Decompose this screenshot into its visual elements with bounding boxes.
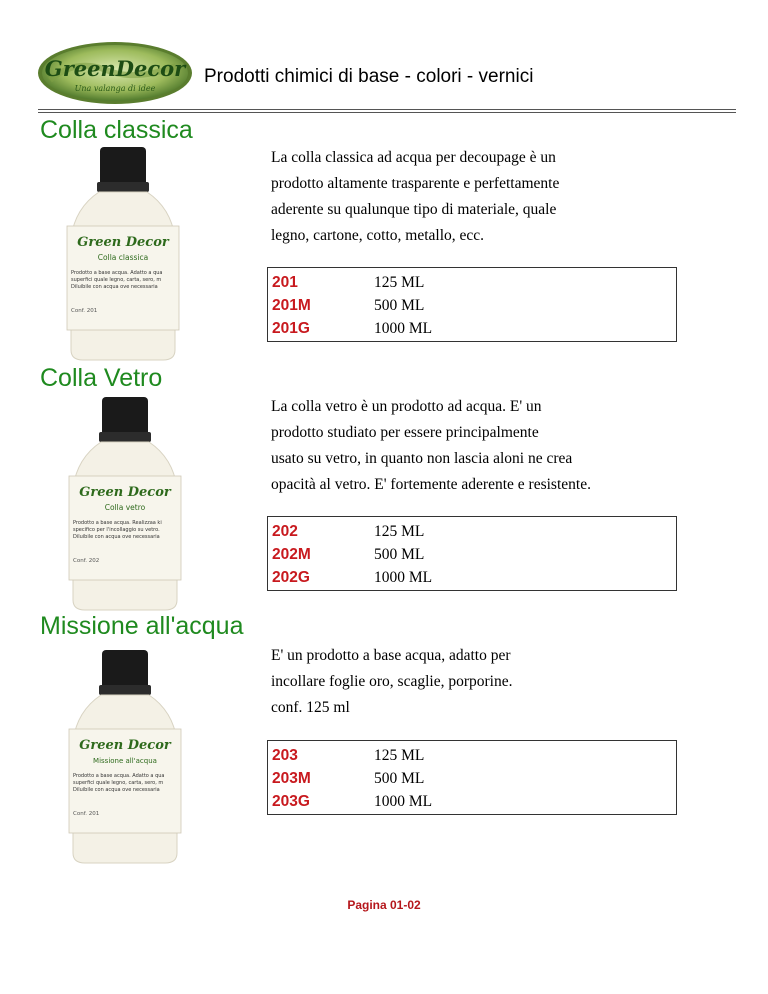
- description-line: E' un prodotto a base acqua, adatto per: [271, 647, 511, 664]
- label-text-line: Prodotto a base acqua. Adatto a qua: [71, 270, 163, 276]
- product-size: 500 ML: [374, 545, 425, 563]
- label-product: Colla classica: [97, 253, 149, 262]
- table-row: [268, 317, 676, 340]
- product-image-colla-classica: [53, 142, 193, 372]
- table-row: [268, 520, 676, 543]
- label-conf: Conf. 201: [73, 811, 100, 817]
- label-brand: Green Decor: [79, 738, 171, 753]
- label-brand: Green Decor: [79, 485, 171, 500]
- header-rule-bottom: [38, 112, 736, 113]
- product-size: 1000 ML: [374, 792, 433, 810]
- label-text-line: Prodotto a base acqua. Realizzaa ki: [73, 520, 162, 526]
- label-text-line: Diluibile con acqua ove necessaria: [73, 534, 160, 540]
- label-brand: Green Decor: [77, 235, 169, 250]
- product-code: 201: [272, 273, 298, 291]
- product-size: 500 ML: [374, 769, 425, 787]
- label-product: Colla vetro: [104, 503, 146, 512]
- description-line: aderente su qualunque tipo di materiale, quale: [271, 201, 557, 218]
- description-line: usato su vetro, in quanto non lascia aloni ne crea: [271, 450, 573, 467]
- description-line: incollare foglie oro, scaglie, porporine.: [271, 673, 513, 690]
- table-row: [268, 566, 676, 589]
- logo: [36, 40, 194, 106]
- label-text-line: Prodotto a base acqua. Adatto a qua: [73, 773, 165, 779]
- product-code: 203G: [272, 792, 310, 810]
- product-description-colla-vetro: [271, 394, 711, 498]
- label-text-line: specifico per l'incollaggio su vetro.: [73, 527, 160, 533]
- product-code: 201G: [272, 319, 310, 337]
- description-line: prodotto studiato per essere principalmente: [271, 424, 539, 441]
- logo-emblem: [36, 40, 194, 106]
- description-line: prodotto altamente trasparente e perfettamente: [271, 175, 560, 192]
- product-size: 125 ML: [374, 273, 425, 291]
- page-number: Pagina 01-02: [347, 898, 421, 912]
- table-row: [268, 271, 676, 294]
- product-code: 203M: [272, 769, 311, 787]
- product-size: 125 ML: [374, 746, 425, 764]
- table-row: [268, 790, 676, 813]
- description-line: La colla classica ad acqua per decoupage è un: [271, 149, 556, 166]
- product-size: 500 ML: [374, 296, 425, 314]
- label-text-line: superfici quale legno, carta, sero, m: [73, 780, 164, 786]
- table-row: [268, 767, 676, 790]
- label-text-line: Diluibile con acqua ove necessaria: [73, 787, 160, 793]
- table-row: [268, 294, 676, 317]
- product-code: 202M: [272, 545, 311, 563]
- label-conf: Conf. 202: [73, 558, 100, 564]
- product-code: 202G: [272, 568, 310, 586]
- description-line: conf. 125 ml: [271, 699, 350, 716]
- code-table-colla-vetro: [267, 516, 677, 591]
- product-size: 1000 ML: [374, 319, 433, 337]
- code-table-missione-acqua: [267, 740, 677, 815]
- table-row: [268, 543, 676, 566]
- label-conf: Conf. 201: [71, 308, 98, 314]
- header-rule-top: [38, 109, 736, 110]
- product-description-colla-classica: [271, 145, 711, 249]
- logo-tagline: Una valanga di idee: [74, 84, 156, 93]
- table-row: [268, 744, 676, 767]
- product-code: 203: [272, 746, 298, 764]
- description-line: La colla vetro è un prodotto ad acqua. E' un: [271, 398, 542, 415]
- description-line: legno, cartone, cotto, metallo, ecc.: [271, 227, 485, 244]
- product-size: 125 ML: [374, 522, 425, 540]
- label-product: Missione all'acqua: [93, 757, 157, 765]
- product-image-colla-vetro: [60, 392, 200, 622]
- code-table-colla-classica: [267, 267, 677, 342]
- product-code: 202: [272, 522, 298, 540]
- product-title-colla-classica: Colla classica: [40, 116, 193, 144]
- product-title-colla-vetro: Colla Vetro: [40, 364, 163, 392]
- label-text-line: Diluibile con acqua ove necessaria: [71, 284, 158, 290]
- product-size: 1000 ML: [374, 568, 433, 586]
- product-code: 201M: [272, 296, 311, 314]
- product-description-missione-acqua: [271, 643, 711, 721]
- product-title-missione-acqua: Missione all'acqua: [40, 612, 244, 640]
- page-title: Prodotti chimici di base - colori - vernici: [204, 66, 534, 87]
- logo-brand: GreenDecor: [44, 56, 186, 81]
- label-text-line: superfici quale legno, carta, sero, m: [71, 277, 162, 283]
- description-line: opacità al vetro. E' fortemente aderente e resistente.: [271, 476, 591, 493]
- product-image-missione-acqua: [60, 645, 200, 875]
